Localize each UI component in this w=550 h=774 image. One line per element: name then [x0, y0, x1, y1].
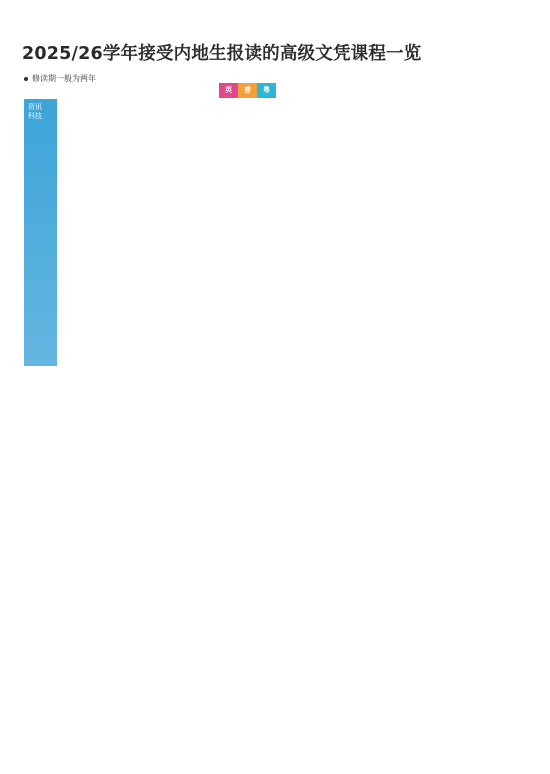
left-language-header [24, 83, 270, 98]
lang-header-2: 粤 [257, 83, 276, 98]
lang-header-0: 英 [219, 83, 238, 98]
category-bar-0 [24, 99, 57, 366]
note-text: 修读期一般为两年 [32, 74, 96, 83]
lang-header-1: 普 [238, 83, 257, 98]
bullet-icon [24, 77, 28, 81]
page-title: 2025/26学年接受内地生报读的高级文凭课程一览 [22, 44, 422, 64]
category-label: 资讯 科技 [28, 103, 42, 120]
left-course-table [24, 99, 248, 690]
